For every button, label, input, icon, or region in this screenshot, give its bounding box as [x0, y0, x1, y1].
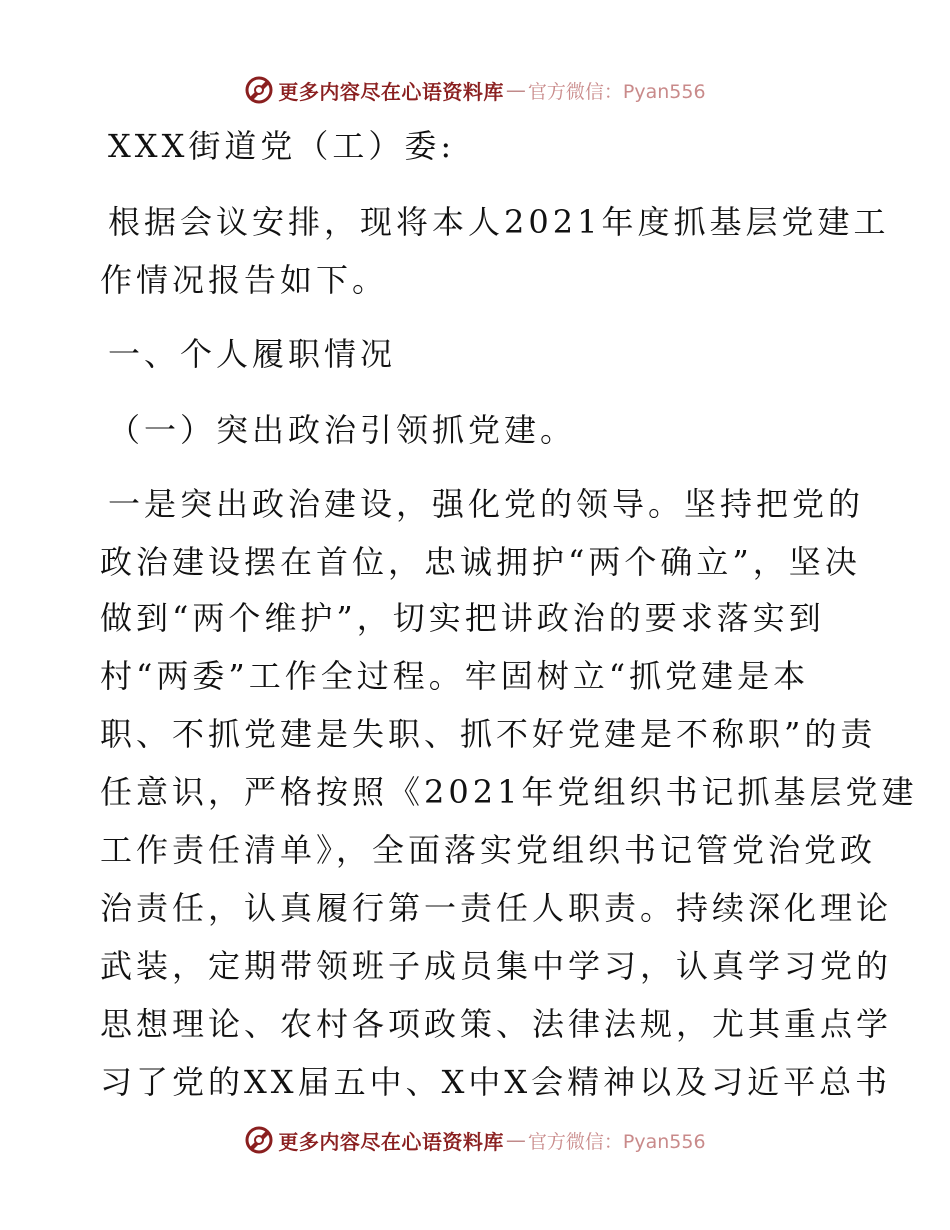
footer-watermark — [0, 1122, 950, 1158]
watermark-main-text: 更多内容尽在心语资料库 — [278, 1129, 504, 1154]
intro-line-2: 作情况报告如下。 — [100, 261, 389, 299]
body-line-3: 做到“两个维护”，切实把讲政治的要求落实到 — [100, 599, 825, 637]
body-line-8: 治责任，认真履行第一责任人职责。持续深化理论 — [100, 889, 893, 927]
watermark-logo-icon — [244, 1125, 274, 1155]
body-line-10: 思想理论、农村各项政策、法律法规，尤其重点学 — [100, 1005, 893, 1043]
body-line-2: 政治建设摆在首位，忠诚拥护“两个确立”，坚决 — [100, 543, 861, 581]
body-line-7: 工作责任清单》，全面落实党组织书记管党治党政 — [100, 831, 877, 869]
section-heading: 一、个人履职情况 — [108, 335, 397, 373]
body-line-9: 武装，定期带领班子成员集中学习，认真学习党的 — [100, 947, 893, 985]
body-line-11: 习了党的XX届五中、X中X会精神以及习近平总书 — [100, 1063, 892, 1101]
watermark-separator: — — [505, 1128, 526, 1152]
watermark-separator: — — [505, 78, 526, 102]
intro-line-1: 根据会议安排，现将本人2021年度抓基层党建工 — [108, 203, 890, 241]
body-line-6: 任意识，严格按照《2021年党组织书记抓基层党建 — [100, 773, 918, 811]
watermark-main-text: 更多内容尽在心语资料库 — [278, 79, 504, 104]
subsection-heading: （一）突出政治引领抓党建。 — [108, 411, 577, 449]
body-line-5: 职、不抓党建是失职、抓不好党建是不称职”的责 — [100, 715, 877, 753]
header-watermark — [0, 72, 950, 108]
body-line-4: 村“两委”工作全过程。牢固树立“抓党建是本 — [100, 657, 810, 695]
body-line-1: 一是突出政治建设，强化党的领导。坚持把党的 — [108, 485, 865, 523]
salutation: XXX街道党（工）委: — [108, 127, 456, 165]
watermark-sub-text: 官方微信：Pyan556 — [527, 1130, 706, 1153]
watermark-sub-text: 官方微信：Pyan556 — [527, 80, 706, 103]
watermark-logo-icon — [244, 75, 274, 105]
